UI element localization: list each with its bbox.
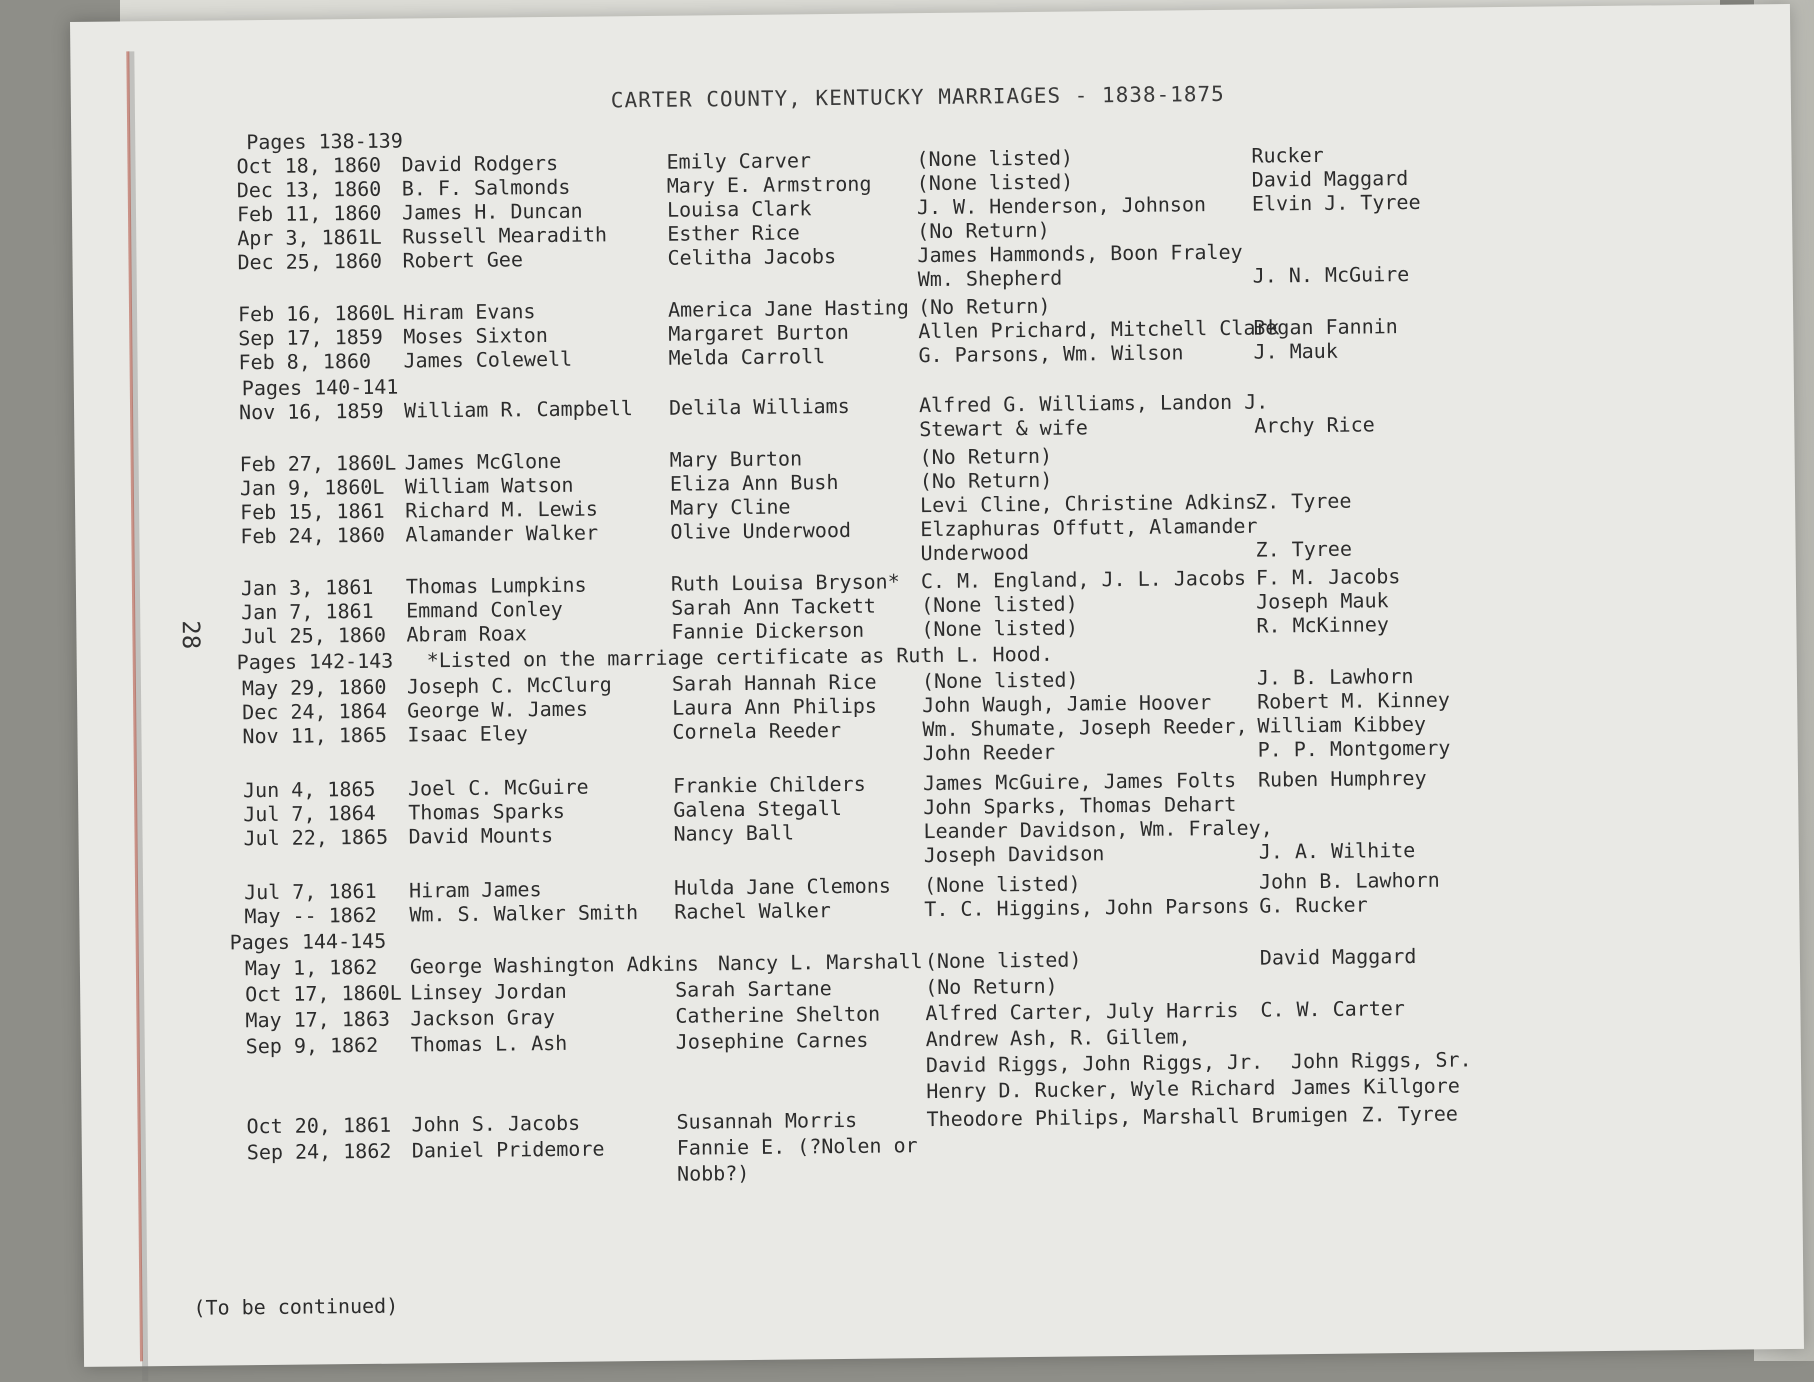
officiant: Z. Tyree: [1361, 1101, 1458, 1127]
date: May -- 1862: [244, 902, 377, 929]
document-page: [70, 4, 1804, 1367]
bride: Josephine Carnes: [675, 1027, 869, 1054]
groom: James Colewell: [403, 346, 573, 373]
bride: Celitha Jacobs: [667, 243, 837, 270]
bride: Melda Carroll: [668, 344, 826, 370]
bride: Cornela Reeder: [672, 717, 842, 744]
bride: Mary E. Armstrong: [666, 171, 872, 198]
date: Feb 27, 1860L: [239, 450, 397, 477]
groom: Linsey Jordan: [410, 978, 567, 1005]
date: Apr 3, 1861L: [237, 224, 382, 251]
witnesses: (None listed): [916, 169, 1074, 196]
witnesses: (None listed): [923, 871, 1081, 898]
groom: Thomas L. Ash: [410, 1030, 568, 1057]
groom: Richard M. Lewis: [405, 496, 598, 523]
groom: Thomas Sparks: [408, 798, 565, 825]
witnesses: Theodore Philips, Marshall Brumigen: [926, 1102, 1349, 1132]
witnesses: Leander Davidson, Wm. Fraley,: [923, 815, 1273, 844]
witnesses: Wm. Shepherd: [917, 265, 1063, 292]
page-title: CARTER COUNTY, KENTUCKY MARRIAGES - 1838-1875: [610, 81, 1225, 113]
witnesses: Wm. Shumate, Joseph Reeder,: [922, 713, 1248, 742]
bride: Hulda Jane Clemons: [673, 873, 891, 900]
section-header-pages-138-139: Pages 138-139: [246, 128, 403, 155]
bride: Mary Cline: [669, 494, 791, 520]
officiant: R. McKinney: [1256, 612, 1389, 638]
groom: Jackson Gray: [410, 1004, 556, 1031]
bride: Emily Carver: [666, 148, 812, 174]
date: Jun 4, 1865: [242, 776, 376, 803]
groom: Hiram Evans: [402, 299, 536, 325]
date: Feb 11, 1860: [236, 200, 382, 227]
bride: Olive Underwood: [670, 517, 852, 544]
witnesses: C. M. England, J. L. Jacobs: [920, 565, 1247, 594]
witnesses: (No Return): [919, 467, 1053, 494]
witnesses: Stewart & wife: [919, 415, 1089, 442]
witnesses: Elzaphuras Offutt, Alamander: [920, 513, 1258, 542]
bride: America Jane Hasting: [667, 295, 909, 322]
date: Jul 7, 1861: [243, 878, 377, 905]
date: Dec 25, 1860: [237, 248, 383, 275]
bride: Frankie Childers: [672, 771, 866, 798]
date: Dec 24, 1864: [242, 698, 387, 725]
officiant: P. P. Montgomery: [1257, 735, 1451, 762]
bride: Mary Burton: [669, 446, 803, 472]
date: May 17, 1863: [245, 1006, 391, 1033]
officiant: John B. Lawhorn: [1258, 867, 1440, 894]
groom: David Mounts: [408, 822, 554, 849]
officiant: C. W. Carter: [1260, 996, 1406, 1022]
bride: Eliza Ann Bush: [669, 469, 839, 496]
date: Oct 18, 1860: [236, 152, 382, 179]
bride: Nobb?): [676, 1160, 750, 1186]
date: May 29, 1860: [241, 674, 387, 701]
witnesses: John Reeder: [922, 739, 1056, 766]
officiant: J. N. McGuire: [1252, 261, 1410, 288]
witnesses: Alfred Carter, July Harris: [925, 997, 1239, 1026]
officiant: David Maggard: [1259, 943, 1417, 970]
bride: Delila Williams: [668, 393, 850, 420]
witnesses: (None listed): [924, 947, 1082, 974]
officiant: James Killgore: [1291, 1073, 1460, 1100]
groom: Emmand Conley: [406, 596, 563, 623]
groom: Daniel Pridemore: [411, 1136, 605, 1163]
page-number: 28: [176, 620, 206, 650]
witnesses: John Sparks, Thomas Dehart: [923, 791, 1237, 820]
witnesses: Andrew Ash, R. Gillem,: [925, 1024, 1191, 1052]
date: Jan 3, 1861: [240, 574, 374, 601]
footnote: *Listed on the marriage certificate as Ruth L. Hood.: [426, 641, 1053, 673]
officiant: F. M. Jacobs: [1255, 564, 1401, 590]
groom: Joseph C. McClurg: [406, 672, 612, 699]
witnesses: Alfred G. Williams, Landon J.: [918, 389, 1269, 418]
groom: Joel C. McGuire: [407, 774, 589, 801]
officiant: J. Mauk: [1253, 338, 1338, 364]
bride: Louisa Clark: [666, 196, 812, 222]
groom: James H. Duncan: [401, 198, 583, 225]
witnesses: (No Return): [919, 443, 1053, 470]
officiant: Archy Rice: [1254, 412, 1375, 438]
officiant: Z. Tyree: [1254, 488, 1352, 514]
groom: Moses Sixton: [403, 323, 548, 349]
witnesses: (None listed): [916, 145, 1074, 172]
groom: Wm. S. Walker Smith: [409, 900, 639, 927]
groom: George W. James: [407, 696, 588, 723]
date: Jul 7, 1864: [243, 800, 376, 827]
section-header-pages-144-145: Pages 144-145: [229, 928, 387, 955]
witnesses: David Riggs, John Riggs, Jr.: [925, 1049, 1264, 1078]
bride: Galena Stegall: [673, 795, 842, 822]
witnesses: James Hammonds, Boon Fraley: [917, 239, 1243, 268]
date: Feb 8, 1860: [238, 348, 372, 375]
officiant: J. B. Lawhorn: [1256, 663, 1414, 690]
witnesses: T. C. Higgins, John Parsons: [924, 893, 1250, 922]
bride: Nancy Ball: [673, 820, 795, 846]
section-header-pages-142-143: Pages 142-143: [236, 648, 394, 675]
bride: Sarah Sartane: [675, 976, 832, 1002]
bride: Rachel Walker: [674, 898, 832, 924]
officiant: David Maggard: [1251, 165, 1409, 192]
date: Feb 15, 1861: [240, 498, 385, 525]
witnesses: Underwood: [920, 539, 1030, 566]
bride: Esther Rice: [667, 220, 800, 246]
officiant: Joseph Mauk: [1256, 588, 1389, 614]
groom: B. F. Salmonds: [401, 174, 571, 201]
bride: Ruth Louisa Bryson*: [670, 569, 900, 596]
bride: Susannah Morris: [676, 1107, 858, 1134]
officiant: William Kibbey: [1257, 711, 1427, 738]
officiant: G. Rucker: [1259, 892, 1368, 918]
officiant: Began Fannin: [1253, 314, 1398, 340]
bride: Sarah Ann Tackett: [671, 593, 876, 620]
officiant: Robert M. Kinney: [1257, 687, 1450, 714]
officiant: Ruben Humphrey: [1257, 765, 1427, 792]
bride: Nancy L. Marshall: [717, 949, 923, 976]
officiant: Rucker: [1251, 142, 1324, 168]
groom: James McGlone: [404, 448, 562, 475]
date: Sep 9, 1862: [245, 1032, 379, 1059]
groom: John S. Jacobs: [411, 1110, 581, 1137]
date: Oct 20, 1861: [246, 1112, 392, 1139]
bride: Catherine Shelton: [675, 1001, 881, 1028]
bride: Laura Ann Philips: [672, 693, 878, 720]
groom: Alamander Walker: [405, 520, 599, 547]
date: Jan 9, 1860L: [239, 474, 385, 501]
groom: Isaac Eley: [407, 721, 529, 747]
date: May 1, 1862: [244, 954, 378, 981]
date: Jul 22, 1865: [243, 824, 389, 851]
bride: Fannie Dickerson: [671, 617, 865, 644]
bride: Fannie E. (?Nolen or: [676, 1133, 918, 1160]
date: Sep 24, 1862: [246, 1138, 392, 1165]
groom: Thomas Lumpkins: [405, 572, 587, 599]
date: Nov 16, 1859: [238, 398, 384, 425]
witnesses: (No Return): [917, 217, 1050, 244]
officiant: John Riggs, Sr.: [1290, 1047, 1472, 1074]
witnesses: John Waugh, Jamie Hoover: [922, 690, 1212, 718]
witnesses: Henry D. Rucker, Wyle Richard: [926, 1075, 1276, 1104]
witnesses: (No Return): [925, 973, 1058, 1000]
date: Oct 17, 1860L: [245, 980, 402, 1007]
groom: Abram Roax: [406, 621, 527, 647]
groom: Hiram James: [408, 877, 542, 903]
officiant: J. A. Wilhite: [1258, 837, 1416, 864]
groom: Robert Gee: [402, 247, 524, 273]
witnesses: Joseph Davidson: [923, 841, 1105, 868]
groom: Russell Mearadith: [402, 222, 608, 249]
groom: William Watson: [404, 472, 574, 499]
bride: Margaret Burton: [668, 319, 850, 346]
date: Sep 17, 1859: [238, 324, 383, 351]
witnesses: J. W. Henderson, Johnson: [916, 192, 1207, 220]
officiant: Elvin J. Tyree: [1251, 189, 1421, 216]
groom: George Washington Adkins: [409, 951, 700, 979]
witnesses: Allen Prichard, Mitchell Clark: [918, 315, 1280, 344]
witnesses: Levi Cline, Christine Adkins: [919, 489, 1258, 518]
witnesses: (None listed): [921, 615, 1079, 642]
witnesses: James McGuire, James Folts: [922, 767, 1237, 796]
date: Feb 16, 1860L: [237, 300, 395, 327]
witnesses: (No Return): [917, 293, 1051, 320]
date: Feb 24, 1860: [240, 522, 386, 549]
date: Jan 7, 1861: [241, 598, 374, 625]
section-header-pages-140-141: Pages 140-141: [241, 374, 399, 401]
officiant: Z. Tyree: [1255, 536, 1353, 562]
groom: William R. Campbell: [403, 396, 633, 423]
date: Nov 11, 1865: [242, 722, 388, 749]
continued-note: (To be continued): [193, 1293, 399, 1320]
groom: David Rodgers: [401, 150, 559, 177]
witnesses: (None listed): [921, 591, 1078, 618]
witnesses: G. Parsons, Wm. Wilson: [918, 340, 1184, 368]
date: Dec 13, 1860: [236, 176, 382, 203]
date: Jul 25, 1860: [241, 622, 387, 649]
bride: Sarah Hannah Rice: [671, 669, 877, 696]
witnesses: (None listed): [921, 667, 1079, 694]
